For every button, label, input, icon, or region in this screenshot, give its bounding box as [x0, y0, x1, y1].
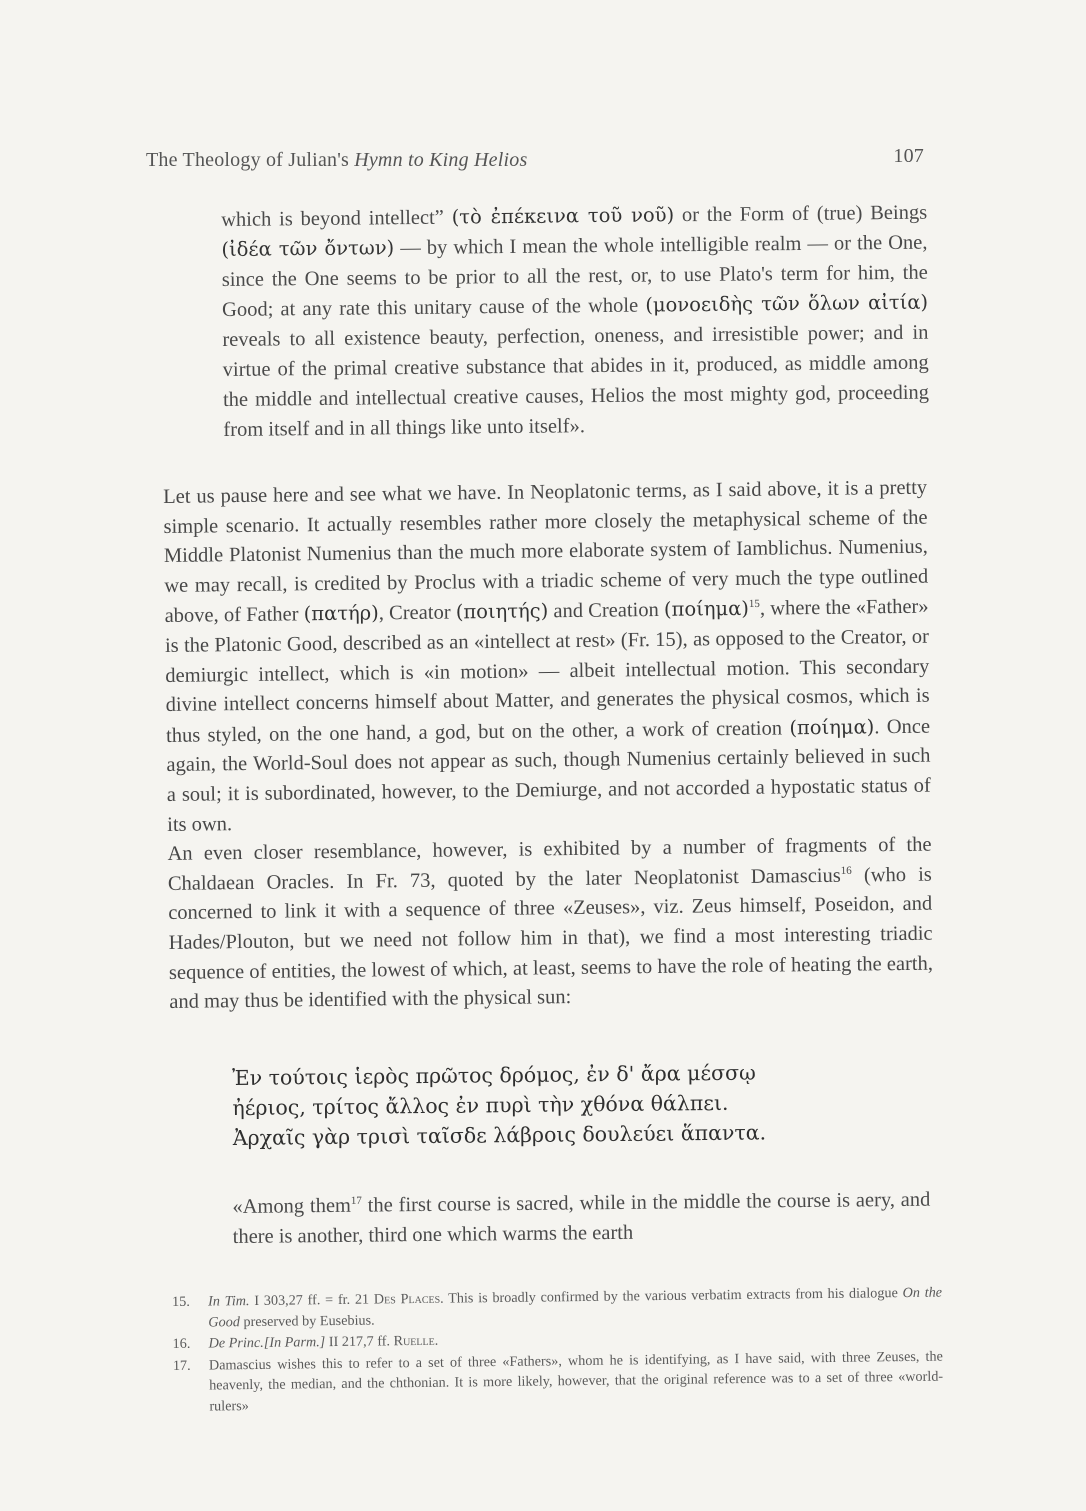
block-quote	[221, 198, 929, 445]
paragraph-2	[167, 831, 933, 1018]
verse-line-1: Ἐν τούτοις ἱερὸς πρῶτος δρόμος, ἐν δ' ἄρα μέσσῳ	[232, 1060, 756, 1090]
running-header	[146, 145, 936, 175]
footnote-smallcaps: Des Places	[373, 1290, 441, 1308]
page-number: 107	[893, 145, 924, 167]
verse-line-3: Ἀρχαῖς γὰρ τρισὶ ταῖσδε λάβροις δουλεύει ἅπαντα.	[232, 1120, 767, 1150]
footnote-number: 15.	[172, 1293, 190, 1310]
quote-paragraph	[221, 198, 929, 445]
quote-text-3: — by which I mean the whole intelligible realm — or the One, since the One seems to be prior to all the rest, or, to use Plato's term for him, the Good; at any rate this unitary cause of the whole	[221, 231, 928, 321]
p1-text-a: Let us pause here and see what we have. In Neoplatonic terms, as I said above, it is a pretty simple scenario. It actually resembles rather more closely the metaphysical scheme of the Middle Platonist Numenius than the much more elaborate system of Iamblichus. Numenius, we may recall, is credited by Proclus with a triadic scheme of very much the type outlined above, of Father	[163, 476, 929, 628]
greek-pater: (πατήρ)	[303, 601, 379, 626]
footnote-text-b: . This is broadly confirmed by the various verbatim extracts from his dialogue	[440, 1285, 903, 1307]
paragraph-1	[163, 474, 931, 840]
greek-phrase-2: (ἰδέα τῶν ὄντων)	[221, 236, 395, 261]
quote-text-4: reveals to all existence beauty, perfection, oneness, and irresistible power; and in virtue of the primal creative substance that abides in it, produced, as middle among the middle and intellectual creative causes, Helios the most mighty god, proceeding from itself and in all things like unto itself».	[222, 321, 930, 441]
running-title-text: The Theology of Julian's	[146, 149, 355, 171]
greek-verse	[232, 1056, 873, 1153]
p2-text-b: (who is concerned to link it with a sequence of three «Zeuses», viz. Zeus himself, Poseidon, and Hades/Plouton, but we need not follow him in that), we find a most interesting triadic sequence of entities, the lowest of which, at least, seems to have the role of heating the earth, and may thus be identified with the physical sun:	[168, 863, 934, 1014]
quote-text-1: which is beyond intellect”	[221, 206, 452, 231]
running-title	[146, 149, 527, 172]
footnote-smallcaps: Ruelle	[393, 1332, 435, 1350]
p1-text-c: and Creation	[548, 599, 665, 623]
footnote-ref-16[interactable]: 16	[840, 864, 852, 877]
translation-text-b: the first course is sacred, while in the middle the course is aery, and there is another, third one which warms the earth	[232, 1188, 931, 1248]
verse-translation	[232, 1164, 931, 1272]
footnotes	[172, 1283, 943, 1418]
footnote-text-a: II 217,7 ff.	[325, 1333, 394, 1351]
quote-text-2: or the Form of (true) Beings	[674, 201, 928, 227]
footnote-number: 17.	[172, 1357, 191, 1374]
greek-phrase-1: (τὸ ἐπέκεινα τοῦ νοῦ)	[451, 203, 675, 229]
footnote-number: 16.	[172, 1335, 191, 1352]
footnote-ref-15[interactable]: 15	[748, 598, 760, 611]
running-title-italic: Hymn to King Helios	[354, 149, 528, 171]
p1-text-d: , where the «Father» is the Platonic Good, described as an «intellect at rest» (Fr. 15), as opposed to the Creator, or demiurgic intellect, which is «in motion» — albeit intellectual motion. This secondary divine intellect concerns himself about Matter, and generates the physical cosmos, which is thus styled, on the one hand, a god, but on the other, a work of creation	[164, 596, 930, 747]
p2-text-a: An even closer resemblance, however, is exhibited by a number of fragments of the Chaldaean Oracles. In Fr. 73, quoted by the later Neoplatonist Damascius	[167, 833, 932, 895]
footnote-text-b: .	[434, 1332, 439, 1349]
body-text	[163, 474, 933, 1018]
greek-phrase-3: (μονοειδὴς τῶν ὅλων αἰτία)	[645, 290, 929, 317]
footnote-italic-a: In Tim.	[208, 1293, 250, 1310]
footnote-17	[173, 1346, 944, 1417]
p1-text-b: , Creator	[378, 601, 456, 625]
footnote-ref-17[interactable]: 17	[350, 1194, 362, 1207]
greek-poietes: (ποιητής)	[455, 599, 549, 624]
verse-line-2: ἠέριος, τρίτος ἄλλος ἐν πυρὶ τὴν χθόνα θάλπει.	[232, 1090, 729, 1120]
footnote-italic-b: On the Good	[208, 1284, 943, 1331]
p1-text-e: . Once again, the World-Soul does not appear as such, though Numenius certainly believed in such a soul; it is subordinated, however, to the Demiurge, and not accorded a hypostatic status of its own.	[166, 715, 931, 836]
footnote-text-a: Damascius wishes this to refer to a set of three «Fathers», whom he is identifying, as I have said, with three Zeuses, the heavenly, the median, and the chthonian. It is more likely, however, that the original reference was to a set of three «world-rulers»	[208, 1348, 944, 1415]
footnote-text-a: I 303,27 ff. = fr. 21	[249, 1291, 374, 1310]
greek-poiema-2: (ποίημα)	[789, 715, 875, 740]
footnote-italic-a: De Princ.[In Parm.]	[208, 1334, 326, 1352]
footnote-text-c: preserved by Eusebius.	[239, 1312, 375, 1330]
translation-paragraph	[232, 1184, 931, 1251]
greek-poiema: (ποίημα)	[663, 597, 750, 622]
translation-text-a: «Among them	[232, 1194, 352, 1218]
